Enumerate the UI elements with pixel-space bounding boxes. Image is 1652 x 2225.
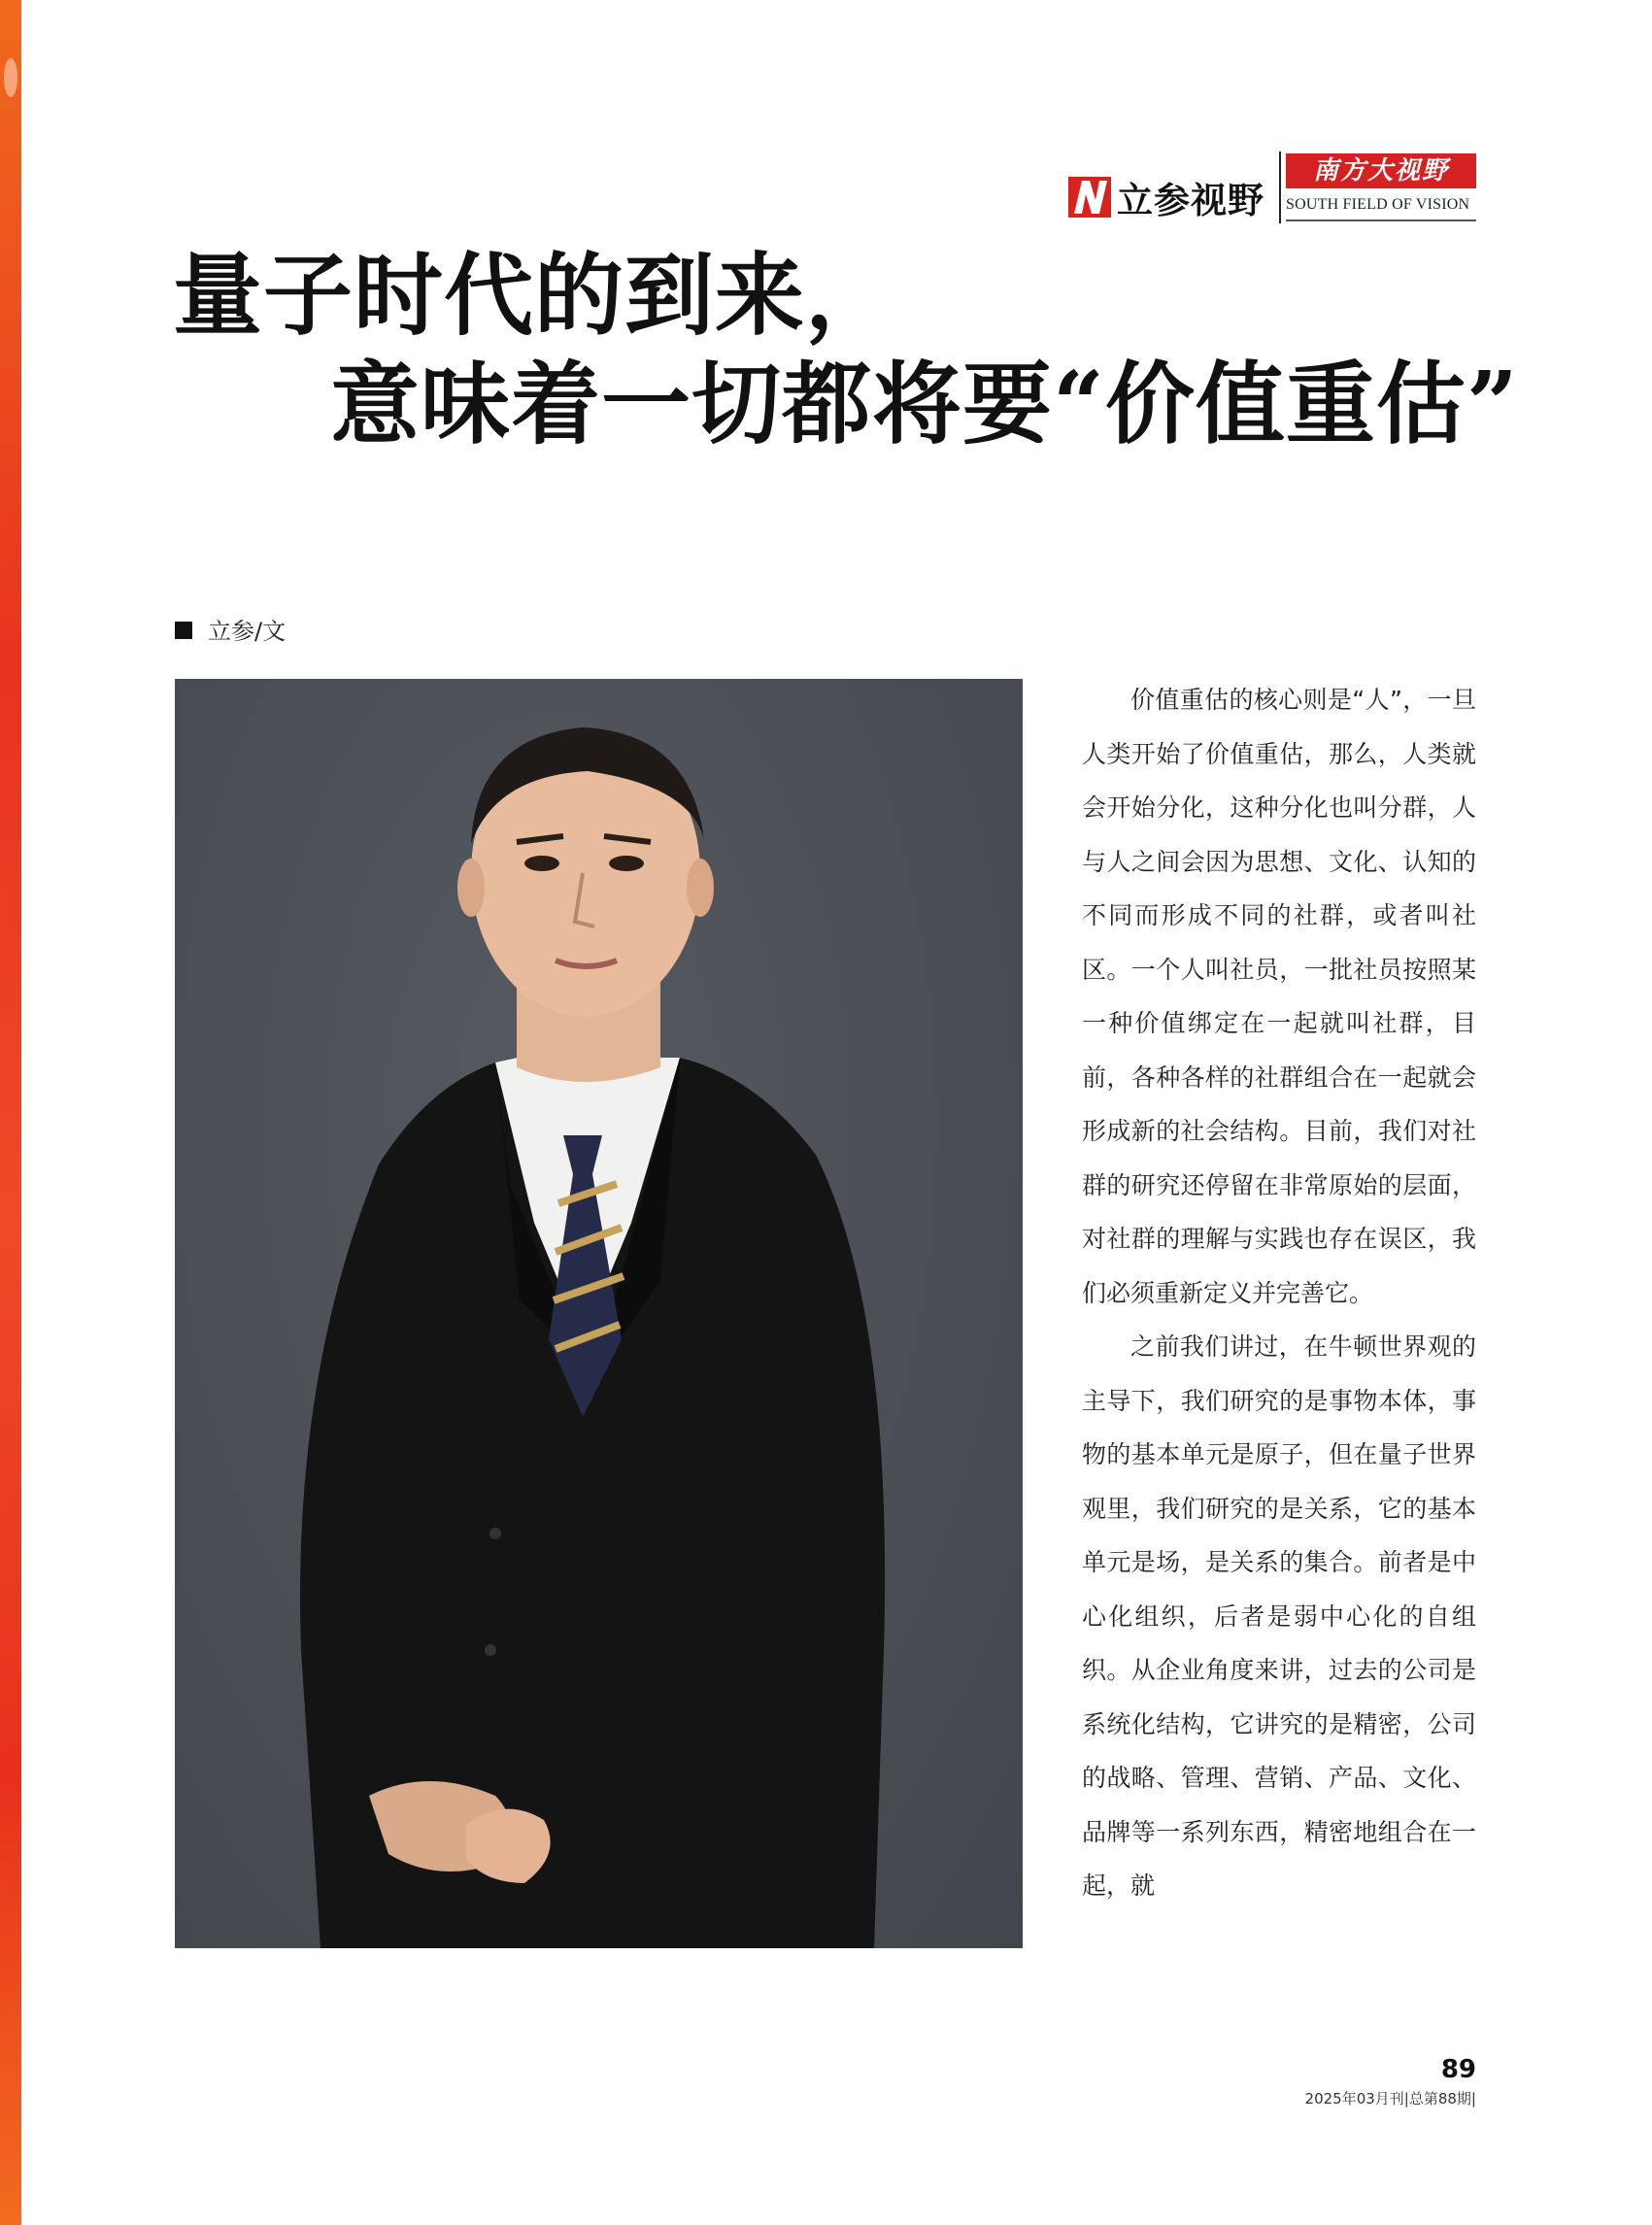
header-rule bbox=[1286, 219, 1476, 221]
column-logo-icon bbox=[1068, 177, 1111, 218]
magazine-brand-logo: 南方大视野 bbox=[1286, 153, 1476, 188]
decorative-side-strip bbox=[0, 0, 21, 2225]
paragraph-1: 价值重估的核心则是“人”，一旦人类开始了价值重估，那么，人类就会开始分化，这种分化也叫分群，人与人之间会因为思想、文化、认知的不同而形成不同的社群，或者叫社区。一个人叫社员，一批社员按照某一种价值绑定在一起就叫社群，目前，各种各样的社群组合在一起就会形成新的社会结构。目前，我们对社群的研究还停留在非常原始的层面，对社群的理解与实践也存在误区，我们必须重新定义并完善它。 bbox=[1082, 686, 1476, 1307]
author-portrait-photo bbox=[175, 679, 1023, 1948]
byline bbox=[175, 612, 286, 646]
article-title bbox=[173, 241, 895, 350]
magazine-brand-english: SOUTH FIELD OF VISION bbox=[1286, 196, 1470, 213]
issue-info: 2025年03月刊|总第88期| bbox=[1304, 2090, 1476, 2107]
page-number: 89 bbox=[1440, 2055, 1476, 2084]
header-divider bbox=[1279, 152, 1281, 223]
title-line-2: 意味着一切都将要“价值重估” bbox=[330, 352, 1519, 456]
column-name: 立参视野 bbox=[1117, 179, 1264, 221]
title-line-1: 量子时代的到来， bbox=[173, 243, 896, 348]
byline-square-icon bbox=[175, 622, 192, 639]
article-body bbox=[1082, 673, 1476, 1913]
author: 立参/文 bbox=[208, 618, 287, 645]
paragraph-2: 之前我们讲过，在牛顿世界观的主导下，我们研究的是事物本体，事物的基本单元是原子，但在量子世界观里，我们研究的是关系，它的基本单元是场，是关系的集合。前者是中心化组织，后者是弱中心化的自组织。从企业角度来讲，过去的公司是系统化结构，它讲究的是精密，公司的战略、管理、营销、产品、文化、品牌等一系列东西，精密地组合在一起，就 bbox=[1082, 1332, 1476, 1900]
